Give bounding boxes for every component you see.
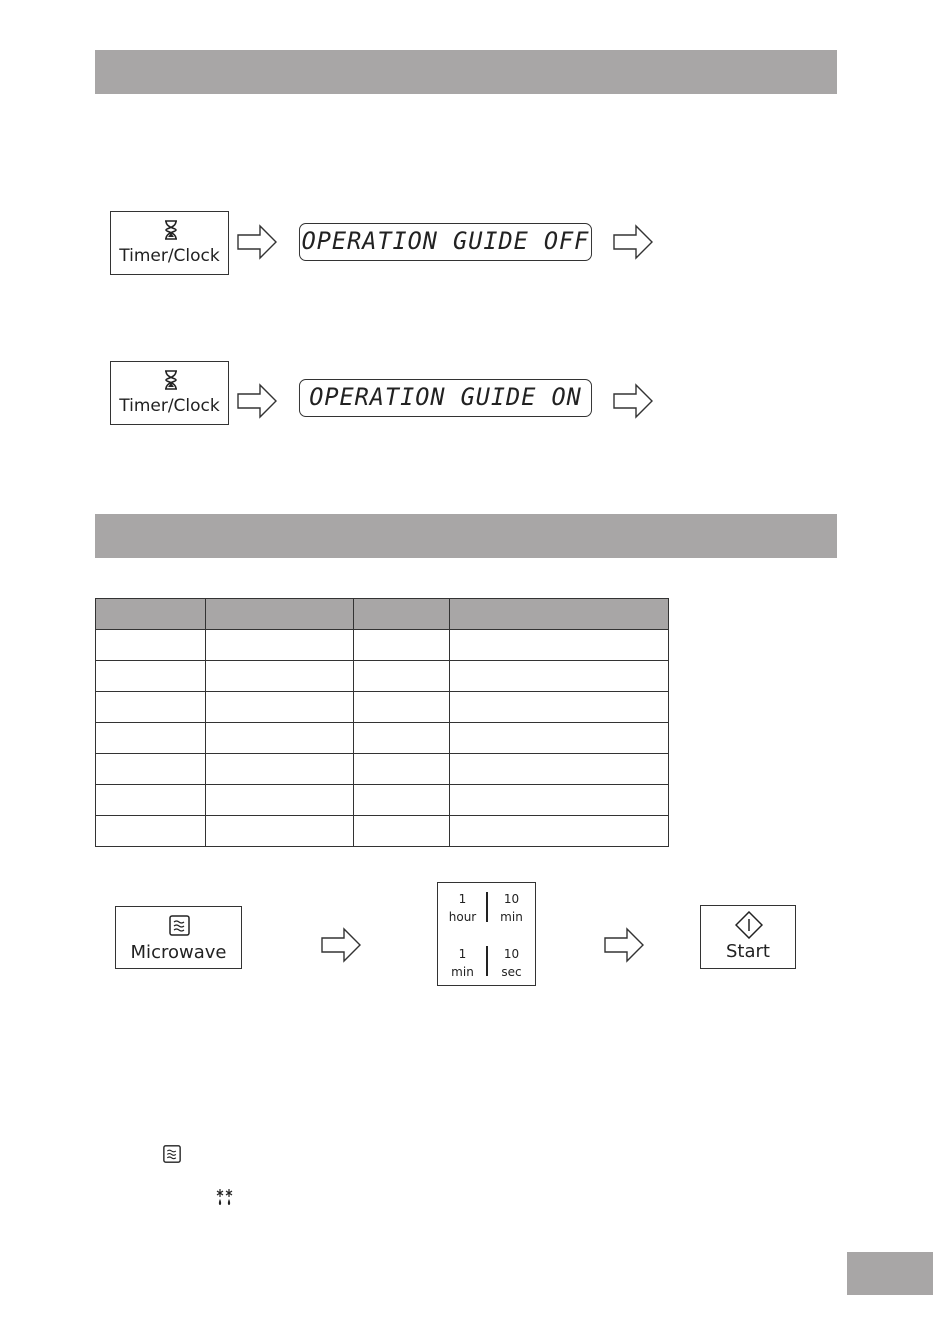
lcd-display-guide-on: OPERATION GUIDE ON bbox=[299, 379, 592, 417]
key-unit: min bbox=[500, 910, 523, 924]
power-level-table bbox=[95, 598, 669, 847]
arrow-right-icon bbox=[236, 382, 278, 420]
defrost-drops-icon bbox=[216, 1188, 234, 1212]
microwave-wave-icon bbox=[169, 915, 190, 940]
table-cell bbox=[206, 754, 354, 785]
table-cell bbox=[450, 661, 669, 692]
start-button[interactable] bbox=[700, 905, 796, 969]
timer-clock-button[interactable] bbox=[110, 361, 229, 425]
key-unit: min bbox=[451, 965, 474, 979]
table-cell bbox=[206, 785, 354, 816]
table-cell bbox=[96, 630, 206, 661]
table-cell bbox=[96, 754, 206, 785]
timer-clock-label: Timer/Clock bbox=[119, 396, 220, 416]
arrow-right-icon bbox=[236, 223, 278, 261]
page-number-tab bbox=[847, 1252, 933, 1295]
table-cell bbox=[450, 630, 669, 661]
microwave-wave-icon bbox=[163, 1145, 181, 1167]
table-cell bbox=[450, 816, 669, 847]
start-label: Start bbox=[726, 941, 770, 962]
table-cell bbox=[96, 723, 206, 754]
table-cell bbox=[354, 692, 450, 723]
table-cell bbox=[206, 692, 354, 723]
timer-clock-label: Timer/Clock bbox=[119, 246, 220, 266]
table-header-cell bbox=[206, 599, 354, 630]
key-value: 1 bbox=[458, 947, 467, 961]
section-header-bar-operation-guide bbox=[95, 50, 837, 94]
start-diamond-icon bbox=[735, 911, 763, 943]
table-cell bbox=[96, 692, 206, 723]
one-min-key[interactable] bbox=[438, 945, 487, 981]
microwave-label: Microwave bbox=[130, 942, 227, 963]
table-cell bbox=[96, 785, 206, 816]
hourglass-icon bbox=[164, 370, 178, 394]
table-cell bbox=[354, 723, 450, 754]
section-header-bar-microwave bbox=[95, 514, 837, 558]
table-cell bbox=[450, 692, 669, 723]
table-row bbox=[96, 754, 669, 785]
table-cell bbox=[354, 785, 450, 816]
table-row bbox=[96, 785, 669, 816]
hourglass-icon bbox=[164, 220, 178, 244]
table-cell bbox=[354, 630, 450, 661]
arrow-right-icon bbox=[612, 223, 654, 261]
key-value: 1 bbox=[458, 892, 467, 906]
table-row bbox=[96, 661, 669, 692]
table-cell bbox=[96, 661, 206, 692]
table-cell bbox=[206, 630, 354, 661]
lcd-display-guide-off: OPERATION GUIDE OFF bbox=[299, 223, 592, 261]
table-cell bbox=[450, 723, 669, 754]
key-unit: hour bbox=[448, 910, 477, 924]
key-unit: sec bbox=[501, 965, 522, 979]
one-hour-key[interactable] bbox=[438, 890, 487, 926]
table-cell bbox=[354, 754, 450, 785]
microwave-button[interactable] bbox=[115, 906, 242, 969]
ten-sec-key[interactable] bbox=[487, 945, 536, 981]
time-entry-keypad bbox=[437, 882, 536, 986]
key-value: 10 bbox=[503, 892, 520, 906]
table-cell bbox=[354, 661, 450, 692]
table-row bbox=[96, 723, 669, 754]
table-header-cell bbox=[354, 599, 450, 630]
arrow-right-icon bbox=[612, 382, 654, 420]
arrow-right-icon bbox=[603, 926, 645, 964]
table-header-cell bbox=[450, 599, 669, 630]
table-row bbox=[96, 630, 669, 661]
key-value: 10 bbox=[503, 947, 520, 961]
table-cell bbox=[206, 816, 354, 847]
timer-clock-button[interactable] bbox=[110, 211, 229, 275]
table-header-cell bbox=[96, 599, 206, 630]
ten-min-key[interactable] bbox=[487, 890, 536, 926]
table-header-row bbox=[96, 599, 669, 630]
table-cell bbox=[354, 816, 450, 847]
table-row bbox=[96, 692, 669, 723]
table-cell bbox=[450, 754, 669, 785]
table-cell bbox=[206, 723, 354, 754]
table-cell bbox=[96, 816, 206, 847]
table-cell bbox=[206, 661, 354, 692]
table-row bbox=[96, 816, 669, 847]
table-cell bbox=[450, 785, 669, 816]
arrow-right-icon bbox=[320, 926, 362, 964]
